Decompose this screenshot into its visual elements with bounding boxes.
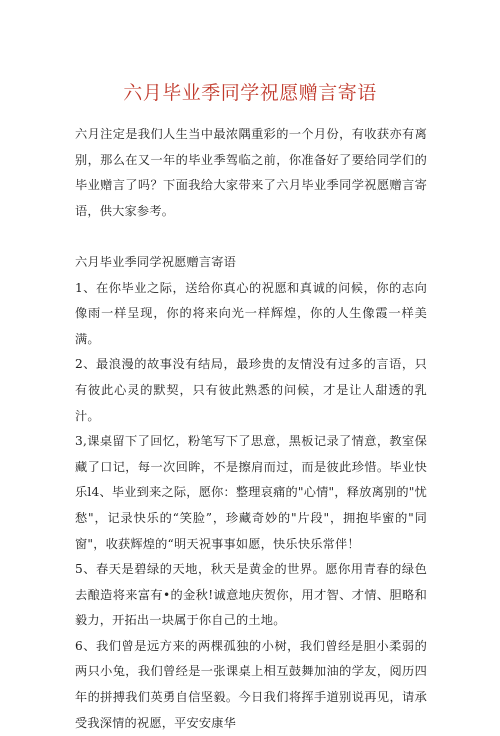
document-body — [75, 122, 427, 736]
wish-item-1: 1、在你毕业之际，送给你真心的祝愿和真诚的问候，你的志向像雨一样呈现，你的将来向光一样辉煌，你的人生像霞一样美满。 — [75, 280, 427, 346]
wish-item-2: 2、最浪漫的故事没有结局，最珍贵的友情没有过多的言语，只有彼此心灵的默契，只有彼此熟悉的问候，才是让人甜透的乳汁。 — [75, 357, 427, 423]
intro-paragraph: 六月注定是我们人生当中最浓隅重彩的一个月份，有收获亦有离别，那么在又一年的毕业季驾临之前，你准备好了要给同学们的毕业赠言了吗？下面我给大家带来了六月毕业季同学祝愿赠言寄语，供大家参考。 — [75, 127, 427, 218]
wish-item-3: 3,课桌留下了回忆，粉笔写下了思意，黑板记录了情意，教室保藏了口记，每一次回眸，不是擦肩而过，而是彼此珍惜。毕业快乐l4、毕业到来之际，愿你：整理哀痛的"心情"，释放离别的"忧愁"，记录快乐的“笑脸”，珍藏奇妙的"片段"，拥抱毕蜜的"同窗"，收获辉煌的“明天祝事事如愿，快乐快乐常伴！ — [75, 434, 427, 551]
wish-item-5: 5、春天是碧绿的天地，秋天是黄金的世界。愿你用青春的绿色去酿造将来富有•的金秋!诚意地庆贺你，用才智、才情、胆略和毅力，开拓出一块属于你自己的土地。 — [75, 562, 427, 628]
document-title: 六月毕业季同学祝愿赠言寄语 — [123, 82, 377, 104]
section-heading: 六月毕业季同学祝愿赠言寄语 — [75, 254, 237, 269]
wish-item-6: 6、我们曾是远方来的两棵孤独的小树，我们曾经是胆小柔弱的两只小兔，我们曾经是一张课桌上相互鼓舞加油的学友，阅历四年的拼搏我们英勇自信坚毅。今日我们将挥手道别说再见，请承受我深情的祝愿，平安安康华 — [75, 638, 427, 730]
